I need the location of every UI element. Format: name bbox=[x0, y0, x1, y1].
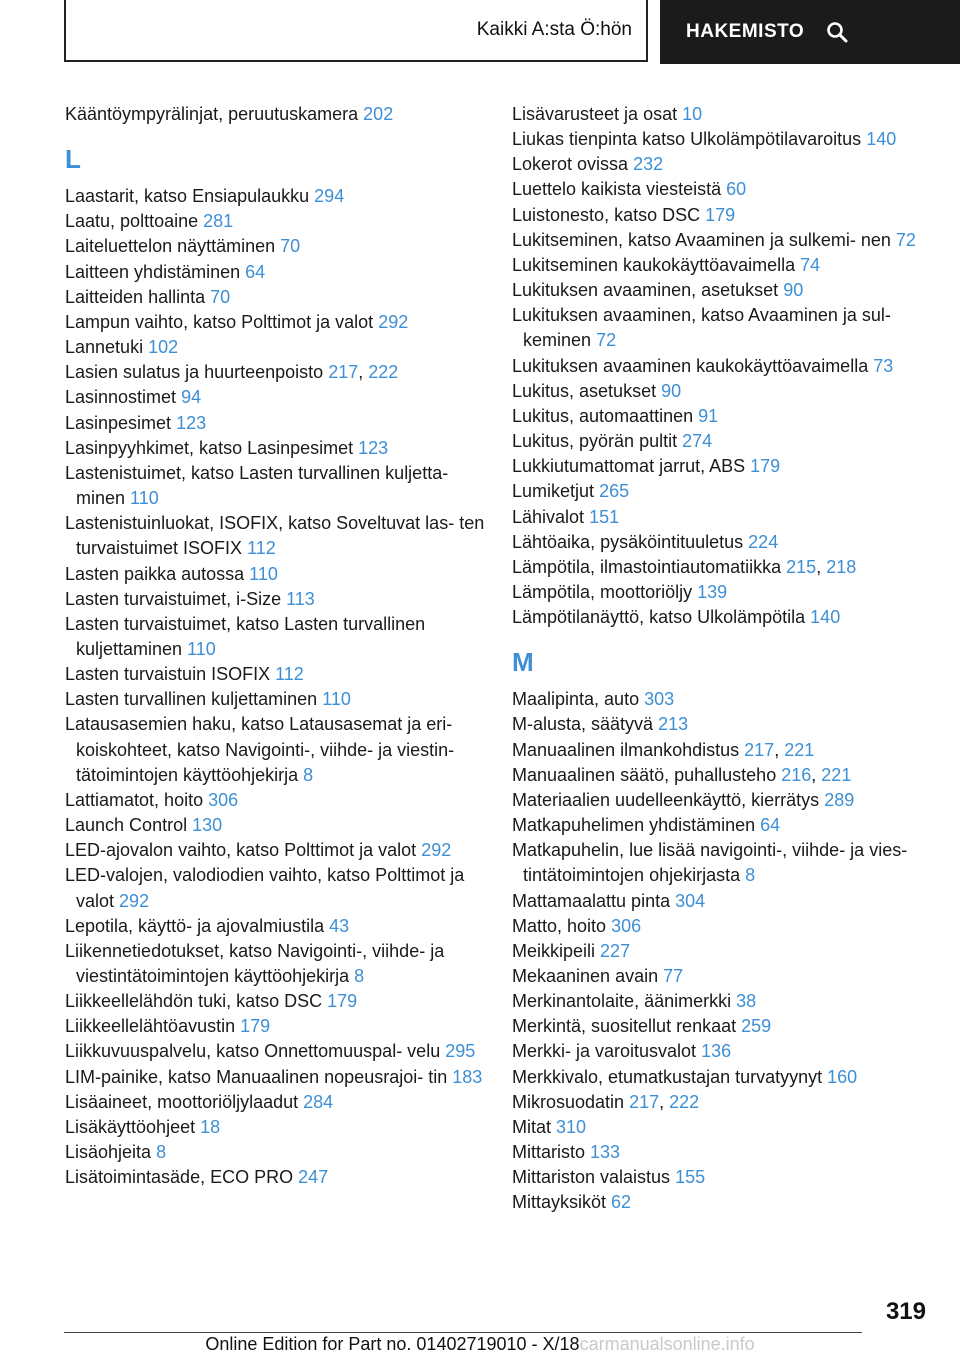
page-ref-link[interactable]: 259 bbox=[741, 1016, 772, 1037]
index-entry-text: Lukituksen avaaminen kaukokäyttöavaimella bbox=[512, 355, 869, 376]
page-ref-link[interactable]: 110 bbox=[130, 488, 159, 509]
page-ref-link[interactable]: 123 bbox=[176, 412, 207, 433]
page-ref-link[interactable]: 62 bbox=[611, 1192, 632, 1213]
index-entry-text: Matkapuhelimen yhdistäminen bbox=[512, 815, 756, 836]
index-entry bbox=[512, 127, 942, 152]
index-entry-text: Lepotila, käyttö- ja ajovalmiustila bbox=[65, 915, 325, 936]
page-ref-link[interactable]: 179 bbox=[240, 1016, 271, 1037]
footer bbox=[0, 1334, 960, 1355]
page-ref-link[interactable]: 232 bbox=[633, 154, 664, 175]
page-ref-link[interactable]: 213 bbox=[658, 714, 689, 735]
page-ref-link[interactable]: 139 bbox=[697, 581, 728, 602]
index-entry-text: Lisäohjeita bbox=[65, 1142, 152, 1163]
index-entry bbox=[512, 354, 942, 379]
page-ref-link[interactable]: 216 bbox=[781, 764, 812, 785]
index-entry bbox=[512, 1190, 942, 1215]
index-entry bbox=[65, 612, 485, 662]
page-ref-link[interactable]: 217 bbox=[328, 362, 359, 383]
index-entry-text: Laitteen yhdistäminen bbox=[65, 261, 241, 282]
page-ref-link[interactable]: 151 bbox=[589, 506, 620, 527]
index-entry bbox=[65, 662, 485, 687]
page-ref-link[interactable]: 284 bbox=[303, 1091, 334, 1112]
index-entry bbox=[512, 278, 942, 303]
search-icon bbox=[826, 21, 848, 43]
page-ref-link[interactable]: 70 bbox=[280, 236, 301, 257]
page-ref-link[interactable]: 90 bbox=[661, 380, 682, 401]
page-ref-link[interactable]: 72 bbox=[596, 330, 617, 351]
page-ref-link[interactable]: 292 bbox=[378, 311, 409, 332]
index-entry-text: Lukitus, asetukset bbox=[512, 380, 657, 401]
index-entry-text: Manuaalinen säätö, puhallusteho bbox=[512, 764, 777, 785]
index-entry bbox=[65, 209, 485, 234]
index-entry bbox=[512, 404, 942, 429]
index-entry bbox=[65, 1165, 485, 1190]
page-ref-link[interactable]: 292 bbox=[421, 840, 452, 861]
index-entry-text: Mattamaalattu pinta bbox=[512, 890, 671, 911]
index-entry-text: Laiteluettelon näyttäminen bbox=[65, 236, 276, 257]
index-entry-text: Lasten paikka autossa bbox=[65, 563, 245, 584]
index-entry bbox=[65, 712, 485, 787]
page-ref-link[interactable]: 130 bbox=[192, 815, 223, 836]
index-entry-text: Lukituksen avaaminen, katso Avaaminen ja sul‐ keminen bbox=[512, 305, 891, 351]
tab-index-a-to-o[interactable] bbox=[64, 0, 648, 62]
index-entry-text: LED-ajovalon vaihto, katso Polttimot ja valot bbox=[65, 840, 417, 861]
page-ref-link[interactable]: 8 bbox=[303, 764, 314, 785]
index-entry bbox=[512, 253, 942, 278]
index-entry-text: Lukkiutumattomat jarrut, ABS bbox=[512, 456, 746, 477]
index-entry bbox=[65, 260, 485, 285]
index-entry bbox=[65, 687, 485, 712]
index-entry bbox=[512, 454, 942, 479]
page-ref-link[interactable]: 64 bbox=[760, 815, 781, 836]
page-ref-link[interactable]: 140 bbox=[866, 129, 897, 150]
page-ref-separator: , bbox=[659, 1091, 665, 1112]
page-ref-link[interactable]: 64 bbox=[245, 261, 266, 282]
index-entry bbox=[512, 738, 942, 763]
index-entry-text: Lisätoimintasäde, ECO PRO bbox=[65, 1167, 294, 1188]
page-ref-link[interactable]: 77 bbox=[663, 966, 684, 986]
index-entry-text: Lasinpyyhkimet, katso Lasinpesimet bbox=[65, 437, 354, 458]
index-entry bbox=[65, 461, 485, 511]
page-ref-link[interactable]: 70 bbox=[210, 286, 231, 307]
page-ref-link[interactable]: 306 bbox=[208, 789, 239, 810]
index-entry bbox=[65, 360, 485, 385]
index-entry bbox=[512, 914, 942, 939]
page-ref-link[interactable]: 43 bbox=[329, 915, 350, 936]
index-entry-text: Matto, hoito bbox=[512, 915, 607, 936]
index-entry-text: Liikkeellelähdön tuki, katso DSC bbox=[65, 991, 323, 1012]
index-entry bbox=[65, 989, 485, 1014]
index-entry-text: Liukas tienpinta katso Ulkolämpötilavaroitus bbox=[512, 129, 862, 150]
index-entry bbox=[512, 989, 942, 1014]
index-entry bbox=[512, 203, 942, 228]
index-entry bbox=[512, 1115, 942, 1140]
index-entry bbox=[65, 1039, 485, 1064]
index-entry bbox=[512, 1165, 942, 1190]
index-entry-text: Materiaalien uudelleenkäyttö, kierrätys bbox=[512, 789, 820, 810]
page-ref-link[interactable]: 110 bbox=[249, 563, 278, 584]
page-ref-link[interactable]: 222 bbox=[368, 362, 399, 383]
index-entry-text: Lasinnostimet bbox=[65, 387, 177, 408]
footer-divider bbox=[64, 1332, 862, 1333]
index-entry-text: Lukituksen avaaminen, asetukset bbox=[512, 280, 779, 301]
index-entry-text: Lukitus, automaattinen bbox=[512, 405, 694, 426]
index-entry-text: Launch Control bbox=[65, 815, 188, 836]
page-ref-link[interactable]: 289 bbox=[824, 789, 855, 810]
index-entry bbox=[65, 335, 485, 360]
footer-edition-text: Online Edition for Part no. 01402719010 - X/18 bbox=[205, 1334, 580, 1354]
page-ref-link[interactable]: 8 bbox=[156, 1142, 167, 1163]
page-ref-link[interactable]: 72 bbox=[895, 229, 916, 250]
index-entry bbox=[65, 587, 485, 612]
index-entry bbox=[512, 479, 942, 504]
index-entry bbox=[65, 863, 485, 913]
page-ref-link[interactable]: 179 bbox=[327, 991, 358, 1012]
page-ref-link[interactable]: 90 bbox=[783, 280, 804, 301]
page-number: 319 bbox=[885, 1298, 926, 1325]
index-entry-text: Lämpötilanäyttö, katso Ulkolämpötila bbox=[512, 607, 806, 628]
index-entry-text: Mitat bbox=[512, 1116, 552, 1137]
index-entry-text: Matkapuhelin, lue lisää navigointi-, viihde- ja vies‐ tintätoimintojen ohjekirjasta bbox=[512, 840, 908, 886]
index-entry-text: Lasien sulatus ja huurteenpoisto bbox=[65, 362, 324, 383]
index-entry-text: LIM-painike, katso Manuaalinen nopeusrajoi‐ tin bbox=[65, 1066, 448, 1087]
page-ref-link[interactable]: 73 bbox=[873, 355, 894, 376]
index-entry bbox=[65, 102, 485, 127]
page-ref-link[interactable]: 222 bbox=[669, 1091, 700, 1112]
index-entry-text: Merkkivalo, etumatkustajan turvatyynyt bbox=[512, 1066, 823, 1087]
index-entry-text: Liikennetiedotukset, katso Navigointi-, viihde- ja viestintätoimintojen käyttöohjekirja bbox=[65, 940, 445, 986]
index-entry bbox=[512, 1014, 942, 1039]
page-ref-link[interactable]: 102 bbox=[148, 337, 179, 358]
page-ref-link[interactable]: 112 bbox=[275, 664, 304, 685]
page-ref-link[interactable]: 110 bbox=[187, 638, 216, 659]
index-entry bbox=[65, 436, 485, 461]
index-entry-text: Laitteiden hallinta bbox=[65, 286, 206, 307]
index-entry-text: Mikrosuodatin bbox=[512, 1091, 625, 1112]
page-ref-link[interactable]: 38 bbox=[736, 991, 757, 1012]
index-entry-text: Lastenistuimet, katso Lasten turvallinen kuljetta‐ minen bbox=[65, 462, 449, 509]
page-ref-link[interactable]: 221 bbox=[784, 739, 815, 760]
index-entry bbox=[512, 228, 942, 253]
index-entry bbox=[65, 1115, 485, 1140]
index-entry bbox=[512, 102, 942, 127]
index-entry bbox=[512, 1090, 942, 1115]
index-entry bbox=[65, 1140, 485, 1165]
page-ref-link[interactable]: 133 bbox=[590, 1142, 621, 1163]
index-entry bbox=[65, 234, 485, 259]
index-entry bbox=[65, 1065, 485, 1090]
index-column-right bbox=[512, 102, 942, 1216]
page-ref-link[interactable]: 274 bbox=[682, 431, 713, 452]
index-entry bbox=[512, 605, 942, 630]
page-ref-link[interactable]: 123 bbox=[358, 437, 389, 458]
page-ref-link[interactable]: 155 bbox=[675, 1167, 706, 1188]
page-ref-link[interactable]: 140 bbox=[810, 607, 841, 628]
index-entry-text: Lisävarusteet ja osat bbox=[512, 104, 678, 124]
index-entry bbox=[512, 964, 942, 989]
page-ref-link[interactable]: 10 bbox=[682, 104, 703, 124]
index-entry-text: Laatu, polttoaine bbox=[65, 211, 199, 232]
index-entry bbox=[512, 580, 942, 605]
page-ref-link[interactable]: 94 bbox=[181, 387, 202, 408]
index-entry-text: Meikkipeili bbox=[512, 940, 596, 961]
index-entry-text: Lasinpesimet bbox=[65, 412, 172, 433]
index-entry-text: Kääntöympyrälinjat, peruutuskamera bbox=[65, 104, 359, 124]
page-ref-link[interactable]: 303 bbox=[644, 689, 675, 710]
page-ref-link[interactable]: 306 bbox=[611, 915, 642, 936]
page-ref-link[interactable]: 217 bbox=[744, 739, 775, 760]
index-entry bbox=[65, 310, 485, 335]
index-entry-text: Mittayksiköt bbox=[512, 1192, 607, 1213]
index-entry-text: Luistonesto, katso DSC bbox=[512, 204, 701, 225]
page-ref-link[interactable]: 113 bbox=[286, 588, 315, 609]
page-ref-separator: , bbox=[816, 556, 822, 577]
top-navigation bbox=[64, 0, 960, 64]
index-entry-text: Merkinantolaite, äänimerkki bbox=[512, 991, 732, 1012]
index-entry-text: Latausasemien haku, katso Latausasemat ja eri‐ koiskohteet, katso Navigointi-, viihde- ja viestin‐ tätoimintojen käyttöohjekirja bbox=[65, 714, 455, 785]
index-entry bbox=[512, 813, 942, 838]
page-ref-link[interactable]: 215 bbox=[786, 556, 817, 577]
index-entry-text: Lasten turvaistuin ISOFIX bbox=[65, 664, 271, 685]
index-entry-text: Mittaristo bbox=[512, 1142, 586, 1163]
page-ref-link[interactable]: 8 bbox=[354, 966, 365, 986]
index-entry bbox=[512, 379, 942, 404]
page-ref-separator: , bbox=[811, 764, 817, 785]
page-ref-link[interactable]: 221 bbox=[821, 764, 852, 785]
index-entry bbox=[512, 1140, 942, 1165]
index-entry bbox=[65, 411, 485, 436]
index-entry-text: Mekaaninen avain bbox=[512, 966, 659, 986]
index-entry-text: Lannetuki bbox=[65, 337, 144, 358]
index-entry-text: LED-valojen, valodiodien vaihto, katso Polttimot ja valot bbox=[65, 865, 465, 911]
index-entry bbox=[65, 385, 485, 410]
index-entry bbox=[65, 511, 485, 561]
index-entry bbox=[512, 788, 942, 813]
page-ref-link[interactable]: 18 bbox=[200, 1116, 221, 1137]
index-entry bbox=[65, 184, 485, 209]
index-entry-text: Lukitseminen kaukokäyttöavaimella bbox=[512, 254, 796, 275]
index-entry-text: Lukitus, pyörän pultit bbox=[512, 431, 678, 452]
index-entry-text: Lämpötila, moottoriöljy bbox=[512, 581, 693, 602]
index-entry bbox=[512, 889, 942, 914]
index-entry bbox=[65, 838, 485, 863]
index-entry bbox=[65, 1014, 485, 1039]
index-entry-text: Luettelo kaikista viesteistä bbox=[512, 179, 722, 200]
index-entry bbox=[512, 687, 942, 712]
page-ref-link[interactable]: 310 bbox=[556, 1116, 587, 1137]
index-entry bbox=[512, 1039, 942, 1064]
section-letter-m: M bbox=[512, 647, 534, 678]
index-entry-text: Maalipinta, auto bbox=[512, 689, 640, 710]
index-entry bbox=[512, 429, 942, 454]
page-ref-link[interactable]: 8 bbox=[745, 865, 756, 886]
page-ref-link[interactable]: 265 bbox=[599, 481, 630, 502]
index-entry-text: Lähtöaika, pysäköintituuletus bbox=[512, 531, 744, 552]
index-entry bbox=[512, 712, 942, 737]
page-ref-link[interactable]: 217 bbox=[629, 1091, 660, 1112]
index-entry bbox=[512, 555, 942, 580]
index-entry-text: Merkintä, suositellut renkaat bbox=[512, 1016, 737, 1037]
page-ref-link[interactable]: 183 bbox=[452, 1066, 483, 1087]
page-ref-separator: , bbox=[774, 739, 780, 760]
index-entry bbox=[65, 914, 485, 939]
index-entry bbox=[65, 1090, 485, 1115]
page-ref-link[interactable]: 247 bbox=[298, 1167, 329, 1188]
page-ref-link[interactable]: 110 bbox=[322, 689, 351, 710]
index-entry-text: Liikkeellelähtöavustin bbox=[65, 1016, 236, 1037]
index-entry-text: Mittariston valaistus bbox=[512, 1167, 671, 1188]
index-entry bbox=[65, 939, 485, 989]
index-entry bbox=[512, 505, 942, 530]
section-letter-l: L bbox=[65, 144, 81, 175]
index-entry-text: Lähivalot bbox=[512, 506, 585, 527]
page-ref-link[interactable]: 60 bbox=[726, 179, 747, 200]
index-entry-text: Lasten turvaistuimet, katso Lasten turvallinen kuljettaminen bbox=[65, 613, 426, 659]
page-ref-link[interactable]: 202 bbox=[363, 104, 394, 124]
index-entry bbox=[512, 152, 942, 177]
footer-watermark: carmanualsonline.info bbox=[579, 1334, 755, 1354]
index-entry-text: Manuaalinen ilmankohdistus bbox=[512, 739, 740, 760]
index-entry-text: Lastenistuinluokat, ISOFIX, katso Soveltuvat las‐ ten turvaistuimet ISOFIX bbox=[65, 513, 485, 559]
index-entry-text: Lampun vaihto, katso Polttimot ja valot bbox=[65, 311, 374, 332]
index-entry-text: Lumiketjut bbox=[512, 481, 595, 502]
index-entry-text: Lasten turvallinen kuljettaminen bbox=[65, 689, 318, 710]
index-entry bbox=[65, 813, 485, 838]
index-entry-text: Lämpötila, ilmastointiautomatiikka bbox=[512, 556, 782, 577]
page-ref-link[interactable]: 281 bbox=[203, 211, 234, 232]
page-ref-link[interactable]: 179 bbox=[705, 204, 736, 225]
page-ref-link[interactable]: 292 bbox=[119, 890, 150, 911]
index-entry-text: Lisäkäyttöohjeet bbox=[65, 1116, 196, 1137]
index-entry bbox=[512, 1065, 942, 1090]
index-entry bbox=[512, 763, 942, 788]
index-entry-text: Liikkuvuuspalvelu, katso Onnettomuuspal‐ velu bbox=[65, 1041, 441, 1062]
page-ref-link[interactable]: 224 bbox=[748, 531, 779, 552]
index-entry bbox=[65, 285, 485, 310]
index-entry-text: Merkki- ja varoitusvalot bbox=[512, 1041, 697, 1062]
index-entry bbox=[65, 788, 485, 813]
index-column-left bbox=[65, 102, 485, 1190]
page-ref-link[interactable]: 304 bbox=[675, 890, 706, 911]
page-ref-link[interactable]: 218 bbox=[826, 556, 857, 577]
page-ref-link[interactable]: 112 bbox=[247, 538, 276, 559]
page-ref-link[interactable]: 294 bbox=[314, 186, 345, 207]
page-ref-link[interactable]: 91 bbox=[698, 405, 719, 426]
index-entry-text: M-alusta, säätyvä bbox=[512, 714, 654, 735]
page-ref-link[interactable]: 179 bbox=[750, 456, 781, 477]
page-ref-link[interactable]: 295 bbox=[445, 1041, 476, 1062]
index-entry-text: Lasten turvaistuimet, i-Size bbox=[65, 588, 282, 609]
page-ref-separator: , bbox=[358, 362, 364, 383]
page-ref-link[interactable]: 74 bbox=[800, 254, 821, 275]
page-ref-link[interactable]: 136 bbox=[701, 1041, 732, 1062]
index-entry-text: Laastarit, katso Ensiapulaukku bbox=[65, 186, 310, 207]
index-entry bbox=[512, 303, 942, 353]
tab-index-label: Kaikki A:sta Ö:hön bbox=[476, 19, 632, 40]
index-entry-text: Lukitseminen, katso Avaaminen ja sulkemi‐ nen bbox=[512, 229, 891, 250]
index-entry bbox=[512, 838, 942, 888]
page-ref-link[interactable]: 227 bbox=[600, 940, 631, 961]
index-entry bbox=[512, 939, 942, 964]
tab-search-index[interactable] bbox=[660, 0, 960, 64]
index-entry bbox=[65, 562, 485, 587]
index-entry-text: Lokerot ovissa bbox=[512, 154, 629, 175]
tab-search-label: HAKEMISTO bbox=[686, 21, 805, 42]
index-entry bbox=[512, 177, 942, 202]
index-entry-text: Lisäaineet, moottoriöljylaadut bbox=[65, 1091, 299, 1112]
index-entry-text: Lattiamatot, hoito bbox=[65, 789, 204, 810]
index-entry bbox=[512, 530, 942, 555]
page-ref-link[interactable]: 160 bbox=[827, 1066, 858, 1087]
